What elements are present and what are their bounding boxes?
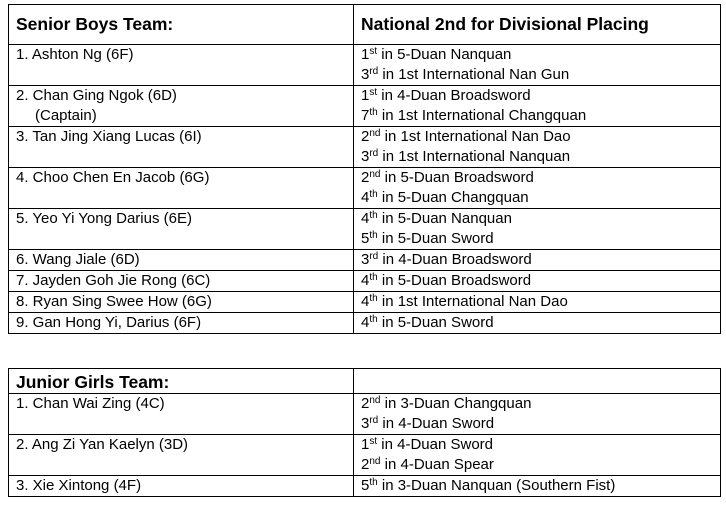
placings-cell bbox=[354, 394, 721, 435]
placing-line bbox=[361, 147, 720, 167]
athlete-name: 3. Xie Xintong (4F) bbox=[16, 477, 142, 494]
placing-rank-suffix: th bbox=[369, 293, 378, 304]
athlete-cell bbox=[9, 292, 354, 313]
athlete-cell bbox=[9, 435, 354, 476]
placings-cell bbox=[354, 313, 721, 334]
table-row bbox=[9, 127, 721, 168]
placing-line bbox=[361, 435, 720, 455]
placing-rank: 2 bbox=[361, 395, 370, 412]
placing-rank: 4 bbox=[361, 314, 370, 331]
athlete-name: 8. Ryan Sing Swee How (6G) bbox=[16, 293, 212, 310]
table-row bbox=[9, 292, 721, 313]
athlete-name: 1. Ashton Ng (6F) bbox=[16, 46, 134, 63]
athlete-name: 2. Chan Ging Ngok (6D) bbox=[16, 87, 177, 104]
placing-event: in 5-Duan Broadsword bbox=[377, 272, 532, 289]
table-row bbox=[9, 45, 721, 86]
athlete-cell bbox=[9, 271, 354, 292]
placings-cell bbox=[354, 45, 721, 86]
athlete-cell bbox=[9, 250, 354, 271]
placing-event: in 1st International Nan Dao bbox=[377, 293, 568, 310]
placings-cell bbox=[354, 476, 721, 497]
placing-rank-suffix: st bbox=[369, 436, 378, 447]
placings-cell bbox=[354, 209, 721, 250]
placing-rank-suffix: nd bbox=[369, 169, 381, 180]
placing-event: in 4-Duan Spear bbox=[380, 456, 494, 473]
placing-rank: 2 bbox=[361, 169, 370, 186]
athlete-cell bbox=[9, 45, 354, 86]
placing-rank-suffix: rd bbox=[369, 66, 379, 77]
placing-event: in 5-Duan Broadsword bbox=[380, 169, 534, 186]
placing-line bbox=[361, 313, 720, 333]
placing-rank: 3 bbox=[361, 251, 370, 268]
placing-event: in 4-Duan Sword bbox=[377, 436, 494, 453]
placing-line bbox=[361, 45, 720, 65]
placing-rank: 4 bbox=[361, 210, 370, 227]
placing-rank-suffix: th bbox=[369, 272, 378, 283]
placing-line bbox=[361, 106, 720, 126]
athlete-name: 7. Jayden Goh Jie Rong (6C) bbox=[16, 272, 211, 289]
table-row bbox=[9, 250, 721, 271]
placing-rank-suffix: th bbox=[369, 107, 378, 118]
senior-boys-table bbox=[8, 4, 721, 334]
placing-line bbox=[361, 188, 720, 208]
table-row bbox=[9, 209, 721, 250]
table-row bbox=[9, 168, 721, 209]
placing-rank: 1 bbox=[361, 46, 370, 63]
junior-girls-table bbox=[8, 368, 721, 497]
athlete-cell bbox=[9, 86, 354, 127]
placings-cell bbox=[354, 168, 721, 209]
athlete-cell bbox=[9, 476, 354, 497]
placing-rank: 7 bbox=[361, 107, 370, 124]
placing-line bbox=[361, 229, 720, 249]
placing-event: in 1st International Changquan bbox=[377, 107, 587, 124]
placing-rank: 4 bbox=[361, 189, 370, 206]
athlete-cell bbox=[9, 127, 354, 168]
athlete-name: 2. Ang Zi Yan Kaelyn (3D) bbox=[16, 436, 189, 453]
placings-cell bbox=[354, 127, 721, 168]
athlete-name: 5. Yeo Yi Yong Darius (6E) bbox=[16, 210, 192, 227]
placing-rank: 2 bbox=[361, 456, 370, 473]
table-row bbox=[9, 435, 721, 476]
placings-cell bbox=[354, 271, 721, 292]
athlete-cell bbox=[9, 313, 354, 334]
placing-event: in 3-Duan Nanquan (Southern Fist) bbox=[377, 477, 616, 494]
placing-event: in 1st International Nanquan bbox=[378, 148, 571, 165]
team-header: Senior Boys Team: bbox=[9, 5, 354, 45]
placing-rank-suffix: rd bbox=[369, 148, 379, 159]
placing-rank-suffix: th bbox=[369, 314, 378, 325]
placing-line bbox=[361, 127, 720, 147]
athlete-cell bbox=[9, 394, 354, 435]
placing-rank: 4 bbox=[361, 293, 370, 310]
placing-line bbox=[361, 209, 720, 229]
placing-event: in 5-Duan Nanquan bbox=[377, 210, 512, 227]
placing-rank-suffix: th bbox=[369, 210, 378, 221]
placing-rank-suffix: rd bbox=[369, 251, 379, 262]
placing-event: in 1st International Nan Gun bbox=[378, 66, 570, 83]
placings-cell bbox=[354, 292, 721, 313]
placing-line bbox=[361, 414, 720, 434]
placing-rank: 2 bbox=[361, 128, 370, 145]
placing-line bbox=[361, 455, 720, 475]
placing-rank: 1 bbox=[361, 87, 370, 104]
table-row bbox=[9, 86, 721, 127]
placing-rank: 3 bbox=[361, 148, 370, 165]
placing-header: National 2nd for Divisional Placing bbox=[354, 5, 721, 45]
athlete-role: (Captain) bbox=[35, 107, 97, 124]
athlete-name: 1. Chan Wai Zing (4C) bbox=[16, 395, 165, 412]
placing-line bbox=[361, 86, 720, 106]
athlete-name: 6. Wang Jiale (6D) bbox=[16, 251, 140, 268]
placing-line bbox=[361, 476, 720, 496]
placing-rank-suffix: nd bbox=[369, 128, 381, 139]
placing-event: in 5-Duan Nanquan bbox=[377, 46, 512, 63]
placing-line bbox=[361, 292, 720, 312]
placing-rank-suffix: th bbox=[369, 189, 378, 200]
placings-cell bbox=[354, 435, 721, 476]
placing-line bbox=[361, 394, 720, 414]
placing-event: in 5-Duan Changquan bbox=[377, 189, 529, 206]
table-row bbox=[9, 476, 721, 497]
table-header-row bbox=[9, 5, 721, 45]
placing-rank-suffix: st bbox=[369, 46, 378, 57]
placing-event: in 4-Duan Sword bbox=[378, 415, 495, 432]
placing-event: in 1st International Nan Dao bbox=[380, 128, 571, 145]
placing-rank-suffix: th bbox=[369, 230, 378, 241]
table-row bbox=[9, 271, 721, 292]
team-header: Junior Girls Team: bbox=[9, 369, 354, 394]
placing-rank: 4 bbox=[361, 272, 370, 289]
placing-rank-suffix: st bbox=[369, 87, 378, 98]
placing-rank: 5 bbox=[361, 477, 370, 494]
placing-rank-suffix: rd bbox=[369, 415, 379, 426]
placing-header bbox=[354, 369, 721, 394]
placing-rank-suffix: nd bbox=[369, 456, 381, 467]
table-row bbox=[9, 313, 721, 334]
placings-cell bbox=[354, 86, 721, 127]
athlete-name: 9. Gan Hong Yi, Darius (6F) bbox=[16, 314, 202, 331]
placing-event: in 5-Duan Sword bbox=[377, 230, 494, 247]
placing-rank-suffix: nd bbox=[369, 395, 381, 406]
athlete-name: 4. Choo Chen En Jacob (6G) bbox=[16, 169, 210, 186]
placing-line bbox=[361, 65, 720, 85]
athlete-cell bbox=[9, 209, 354, 250]
senior-table-body bbox=[9, 5, 721, 334]
placing-line bbox=[361, 168, 720, 188]
athlete-name: 3. Tan Jing Xiang Lucas (6I) bbox=[16, 128, 202, 145]
placing-event: in 3-Duan Changquan bbox=[380, 395, 532, 412]
table-row bbox=[9, 394, 721, 435]
placing-line bbox=[361, 271, 720, 291]
placing-event: in 5-Duan Sword bbox=[377, 314, 494, 331]
athlete-cell bbox=[9, 168, 354, 209]
placing-rank: 5 bbox=[361, 230, 370, 247]
placing-line bbox=[361, 250, 720, 270]
placing-rank-suffix: th bbox=[369, 477, 378, 488]
placings-cell bbox=[354, 250, 721, 271]
table-header-row bbox=[9, 369, 721, 394]
placing-rank: 3 bbox=[361, 66, 370, 83]
placing-event: in 4-Duan Broadsword bbox=[377, 87, 531, 104]
placing-rank: 1 bbox=[361, 436, 370, 453]
placing-rank: 3 bbox=[361, 415, 370, 432]
junior-table-body bbox=[9, 369, 721, 497]
placing-event: in 4-Duan Broadsword bbox=[378, 251, 532, 268]
